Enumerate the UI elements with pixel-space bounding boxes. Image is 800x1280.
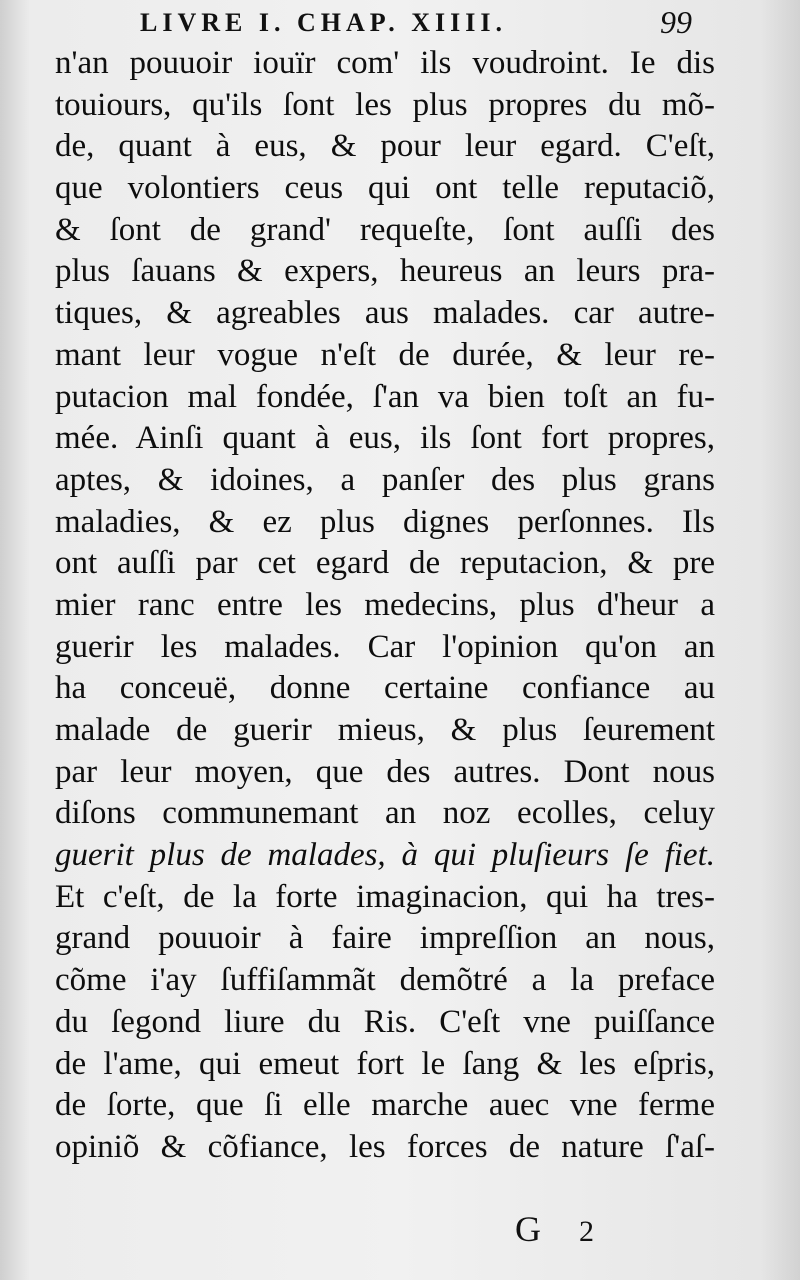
page-number: 99 — [660, 4, 692, 40]
text-line: de ſorte, que ſi elle marche auec vne ferme — [55, 1087, 715, 1124]
text-line: ha conceuë, donne certaine confiance au — [55, 670, 715, 707]
text-line: plus ſauans & expers, heureus an leurs pra- — [55, 253, 715, 290]
text-line: que volontiers ceus qui ont telle reputaciõ, — [55, 170, 715, 207]
text-line: touiours, qu'ils ſont les plus propres du mõ- — [55, 86, 715, 123]
signature-mark — [515, 1208, 594, 1248]
text-line: de l'ame, qui emeut fort le ſang & les eſpris, — [55, 1045, 715, 1082]
text-line: opiniõ & cõfiance, les forces de nature ſ'aſ- — [55, 1128, 715, 1165]
text-line: par leur moyen, que des autres. Dont nous — [55, 753, 715, 790]
text-line: & ſont de grand' requeſte, ſont auſſi des — [55, 211, 715, 248]
text-line: guerir les malades. Car l'opinion qu'on an — [55, 628, 715, 665]
italic-text-line: guerit plus de malades, à qui pluſieurs ſe fiet. — [55, 837, 715, 874]
text-line: mant leur vogue n'eſt de durée, & leur re- — [55, 336, 715, 373]
text-line: cõme i'ay ſuffiſammãt demõtré a la preface — [55, 962, 715, 999]
signature-letter: G — [515, 1209, 541, 1249]
text-line: grand pouuoir à faire impreſſion an nous, — [55, 920, 715, 957]
text-line: ont auſſi par cet egard de reputacion, & pre — [55, 545, 715, 582]
text-line: n'an pouuoir iouïr com' ils voudroint. Ie dis — [55, 45, 715, 81]
text-line: Et c'eſt, de la forte imaginacion, qui ha tres- — [55, 878, 715, 915]
text-line: du ſegond liure du Ris. C'eſt vne puiſſance — [55, 1003, 715, 1040]
running-head: LIVRE I. CHAP. XIIII. — [140, 8, 507, 37]
page-header — [140, 4, 692, 44]
body-text — [55, 43, 715, 1169]
text-line: de, quant à eus, & pour leur egard. C'eſt, — [55, 128, 715, 165]
signature-number: 2 — [579, 1215, 594, 1248]
text-line: diſons communemant an noz ecolles, celuy — [55, 795, 715, 832]
text-line: mée. Ainſi quant à eus, ils ſont fort propres, — [55, 420, 715, 457]
text-line: mier ranc entre les medecins, plus d'heur a — [55, 586, 715, 623]
text-line: maladies, & ez plus dignes perſonnes. Ils — [55, 503, 715, 540]
text-line: malade de guerir mieus, & plus ſeurement — [55, 712, 715, 748]
text-line: putacion mal fondée, ſ'an va bien toſt an fu- — [55, 378, 715, 415]
text-line: aptes, & idoines, a panſer des plus grans — [55, 461, 715, 498]
text-line: tiques, & agreables aus malades. car autre- — [55, 295, 715, 332]
